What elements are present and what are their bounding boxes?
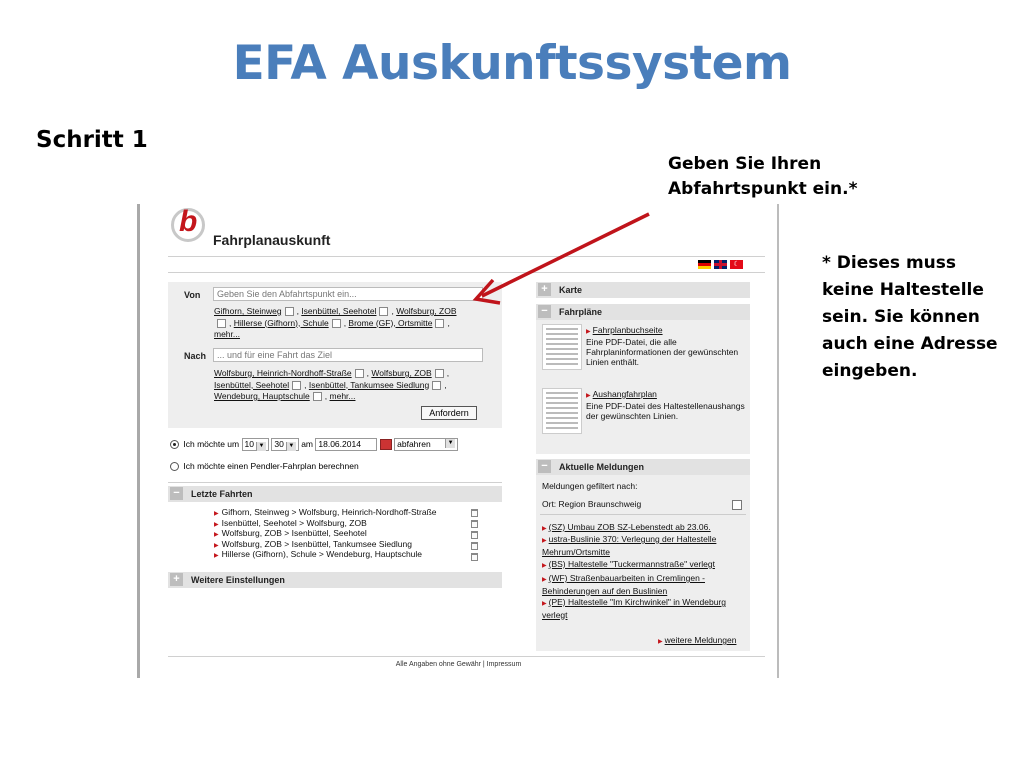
stop-timetable-link[interactable]: Aushangfahrplan	[592, 389, 657, 399]
news-region: Ort: Region Braunschweig	[542, 499, 642, 509]
nach-more-link[interactable]: mehr...	[329, 391, 356, 401]
nach-suggestions: Wolfsburg, Heinrich-Nordhoff-Straße , Wolfsburg, ZOB , Isenbüttel, Seehotel , Isenbüttel, Tankumsee Siedlung , Wendeburg, Hauptschule , mehr...	[214, 368, 450, 401]
nach-link[interactable]: Wolfsburg, ZOB	[371, 368, 432, 378]
von-suggestions: Gifhorn, Steinweg , Isenbüttel, Seehotel , Wolfsburg, ZOB, Hillerse (Gifhorn), Schule , Brome (GF), Ortsmitte , mehr...	[214, 306, 457, 339]
timetable-book: ▶ Fahrplanbuchseite Eine PDF-Datei, die alle Fahrplaninformationen der gewünschten Linien enthält.	[586, 325, 739, 367]
callout-text: Geben Sie Ihren Abfahrtspunkt ein.*	[668, 154, 858, 199]
von-link[interactable]: Gifhorn, Steinweg	[214, 306, 282, 316]
recent-item[interactable]: ▶ Wolfsburg, ZOB > Isenbüttel, Seehotel	[214, 528, 367, 538]
recent-item[interactable]: ▶ Hillerse (Gifhorn), Schule > Wendeburg, Hauptschule	[214, 549, 423, 559]
mode-select[interactable]: abfahren ▼	[394, 438, 458, 451]
plus-icon[interactable]: +	[170, 573, 183, 586]
news-item[interactable]: ▶ (PE) Haltestelle "Im Kirchwinkel" in Wendeburg verlegt	[542, 597, 726, 620]
recent-item[interactable]: ▶ Wolfsburg, ZOB > Isenbüttel, Tankumsee Siedlung	[214, 538, 412, 549]
minute-select[interactable]: 30 ▼	[271, 438, 298, 451]
nach-input[interactable]: ... und für eine Fahrt das Ziel	[213, 348, 483, 362]
recent-header[interactable]: − Letzte Fahrten	[168, 486, 502, 502]
news-item[interactable]: ▶ (SZ) Umbau ZOB SZ-Lebenstedt ab 23.06.	[542, 522, 711, 532]
timetable-book-desc: Eine PDF-Datei, die alle Fahrplaninformationen der gewünschten Linien enthält.	[586, 337, 739, 367]
recent-item[interactable]: ▶ Isenbüttel, Seehotel > Wolfsburg, ZOB	[214, 517, 367, 528]
step-label: Schritt 1	[36, 127, 148, 153]
news-item[interactable]: ▶ (WF) Straßenbauarbeiten in Cremlingen - Behinderungen auf den Buslinien	[542, 573, 705, 596]
von-more-link[interactable]: mehr...	[214, 329, 240, 339]
news-filter-label: Meldungen gefiltert nach:	[542, 481, 638, 491]
minus-icon[interactable]: −	[538, 305, 551, 318]
note-text: * Dieses muss keine Haltestelle sein. Sie können auch eine Adresse eingeben.	[822, 253, 998, 381]
von-link[interactable]: Hillerse (Gifhorn), Schule	[233, 317, 329, 328]
chevron-down-icon: ▼	[286, 442, 296, 451]
plus-icon[interactable]: +	[538, 283, 551, 296]
minus-icon[interactable]: −	[538, 460, 551, 473]
logo: b	[171, 208, 205, 242]
slide-title: EFA Auskunftssystem	[232, 36, 792, 91]
footer: Alle Angaben ohne Gewähr | Impressum	[395, 661, 522, 668]
recent-item[interactable]: ▶ Gifhorn, Steinweg > Wolfsburg, Heinrich-Nordhoff-Straße	[214, 507, 437, 517]
minus-icon[interactable]: −	[170, 487, 183, 500]
von-input[interactable]: Geben Sie den Abfahrtspunkt ein...	[213, 287, 483, 301]
chevron-down-icon: ▼	[445, 439, 455, 448]
more-news-link[interactable]: ▶ weitere Meldungen	[658, 635, 737, 645]
nach-link[interactable]: Wendeburg, Hauptschule	[214, 391, 310, 401]
submit-button[interactable]: Anfordern	[421, 406, 477, 420]
app-title: Fahrplanauskunft	[213, 232, 331, 248]
nach-link[interactable]: Wolfsburg, Heinrich-Nordhoff-Straße	[214, 368, 352, 378]
pendler-label: Ich möchte einen Pendler-Fahrplan berechnen	[183, 461, 359, 471]
von-link[interactable]: Isenbüttel, Seehotel	[301, 306, 377, 316]
nach-link[interactable]: Isenbüttel, Tankumsee Siedlung	[308, 379, 430, 390]
date-label: am	[301, 438, 313, 449]
chevron-down-icon: ▼	[256, 442, 266, 451]
nach-link[interactable]: Isenbüttel, Seehotel	[214, 379, 290, 390]
nach-label: Nach	[184, 351, 207, 361]
news-item[interactable]: ▶ (BS) Haltestelle "Tuckermannstraße" verlegt	[542, 559, 715, 569]
flag-tr-icon[interactable]: ☾	[730, 260, 743, 269]
time-prefix: Ich möchte um	[183, 438, 240, 449]
stop-timetable-desc: Eine PDF-Datei des Haltestellenaushangs der gewünschten Linien.	[586, 401, 745, 421]
timetable-book-link[interactable]: Fahrplanbuchseite	[592, 325, 663, 335]
stop-timetable: ▶ Aushangfahrplan Eine PDF-Datei des Haltestellenaushangs der gewünschten Linien.	[586, 389, 745, 421]
settings-header[interactable]: + Weitere Einstellungen	[168, 572, 502, 588]
von-link[interactable]: Wolfsburg, ZOB	[396, 306, 457, 316]
news-item[interactable]: ▶ ustra-Buslinie 370: Verlegung der Haltestelle Mehrum/Ortsmitte	[542, 534, 717, 557]
von-label: Von	[184, 290, 201, 300]
von-link[interactable]: Brome (GF), Ortsmitte	[348, 317, 433, 328]
news-header[interactable]: − Aktuelle Meldungen	[536, 459, 750, 475]
timetables-header[interactable]: − Fahrpläne	[536, 304, 750, 320]
hour-select[interactable]: 10 ▼	[242, 438, 269, 451]
map-header[interactable]: + Karte	[536, 282, 750, 298]
date-input[interactable]: 18.06.2014	[315, 438, 377, 451]
